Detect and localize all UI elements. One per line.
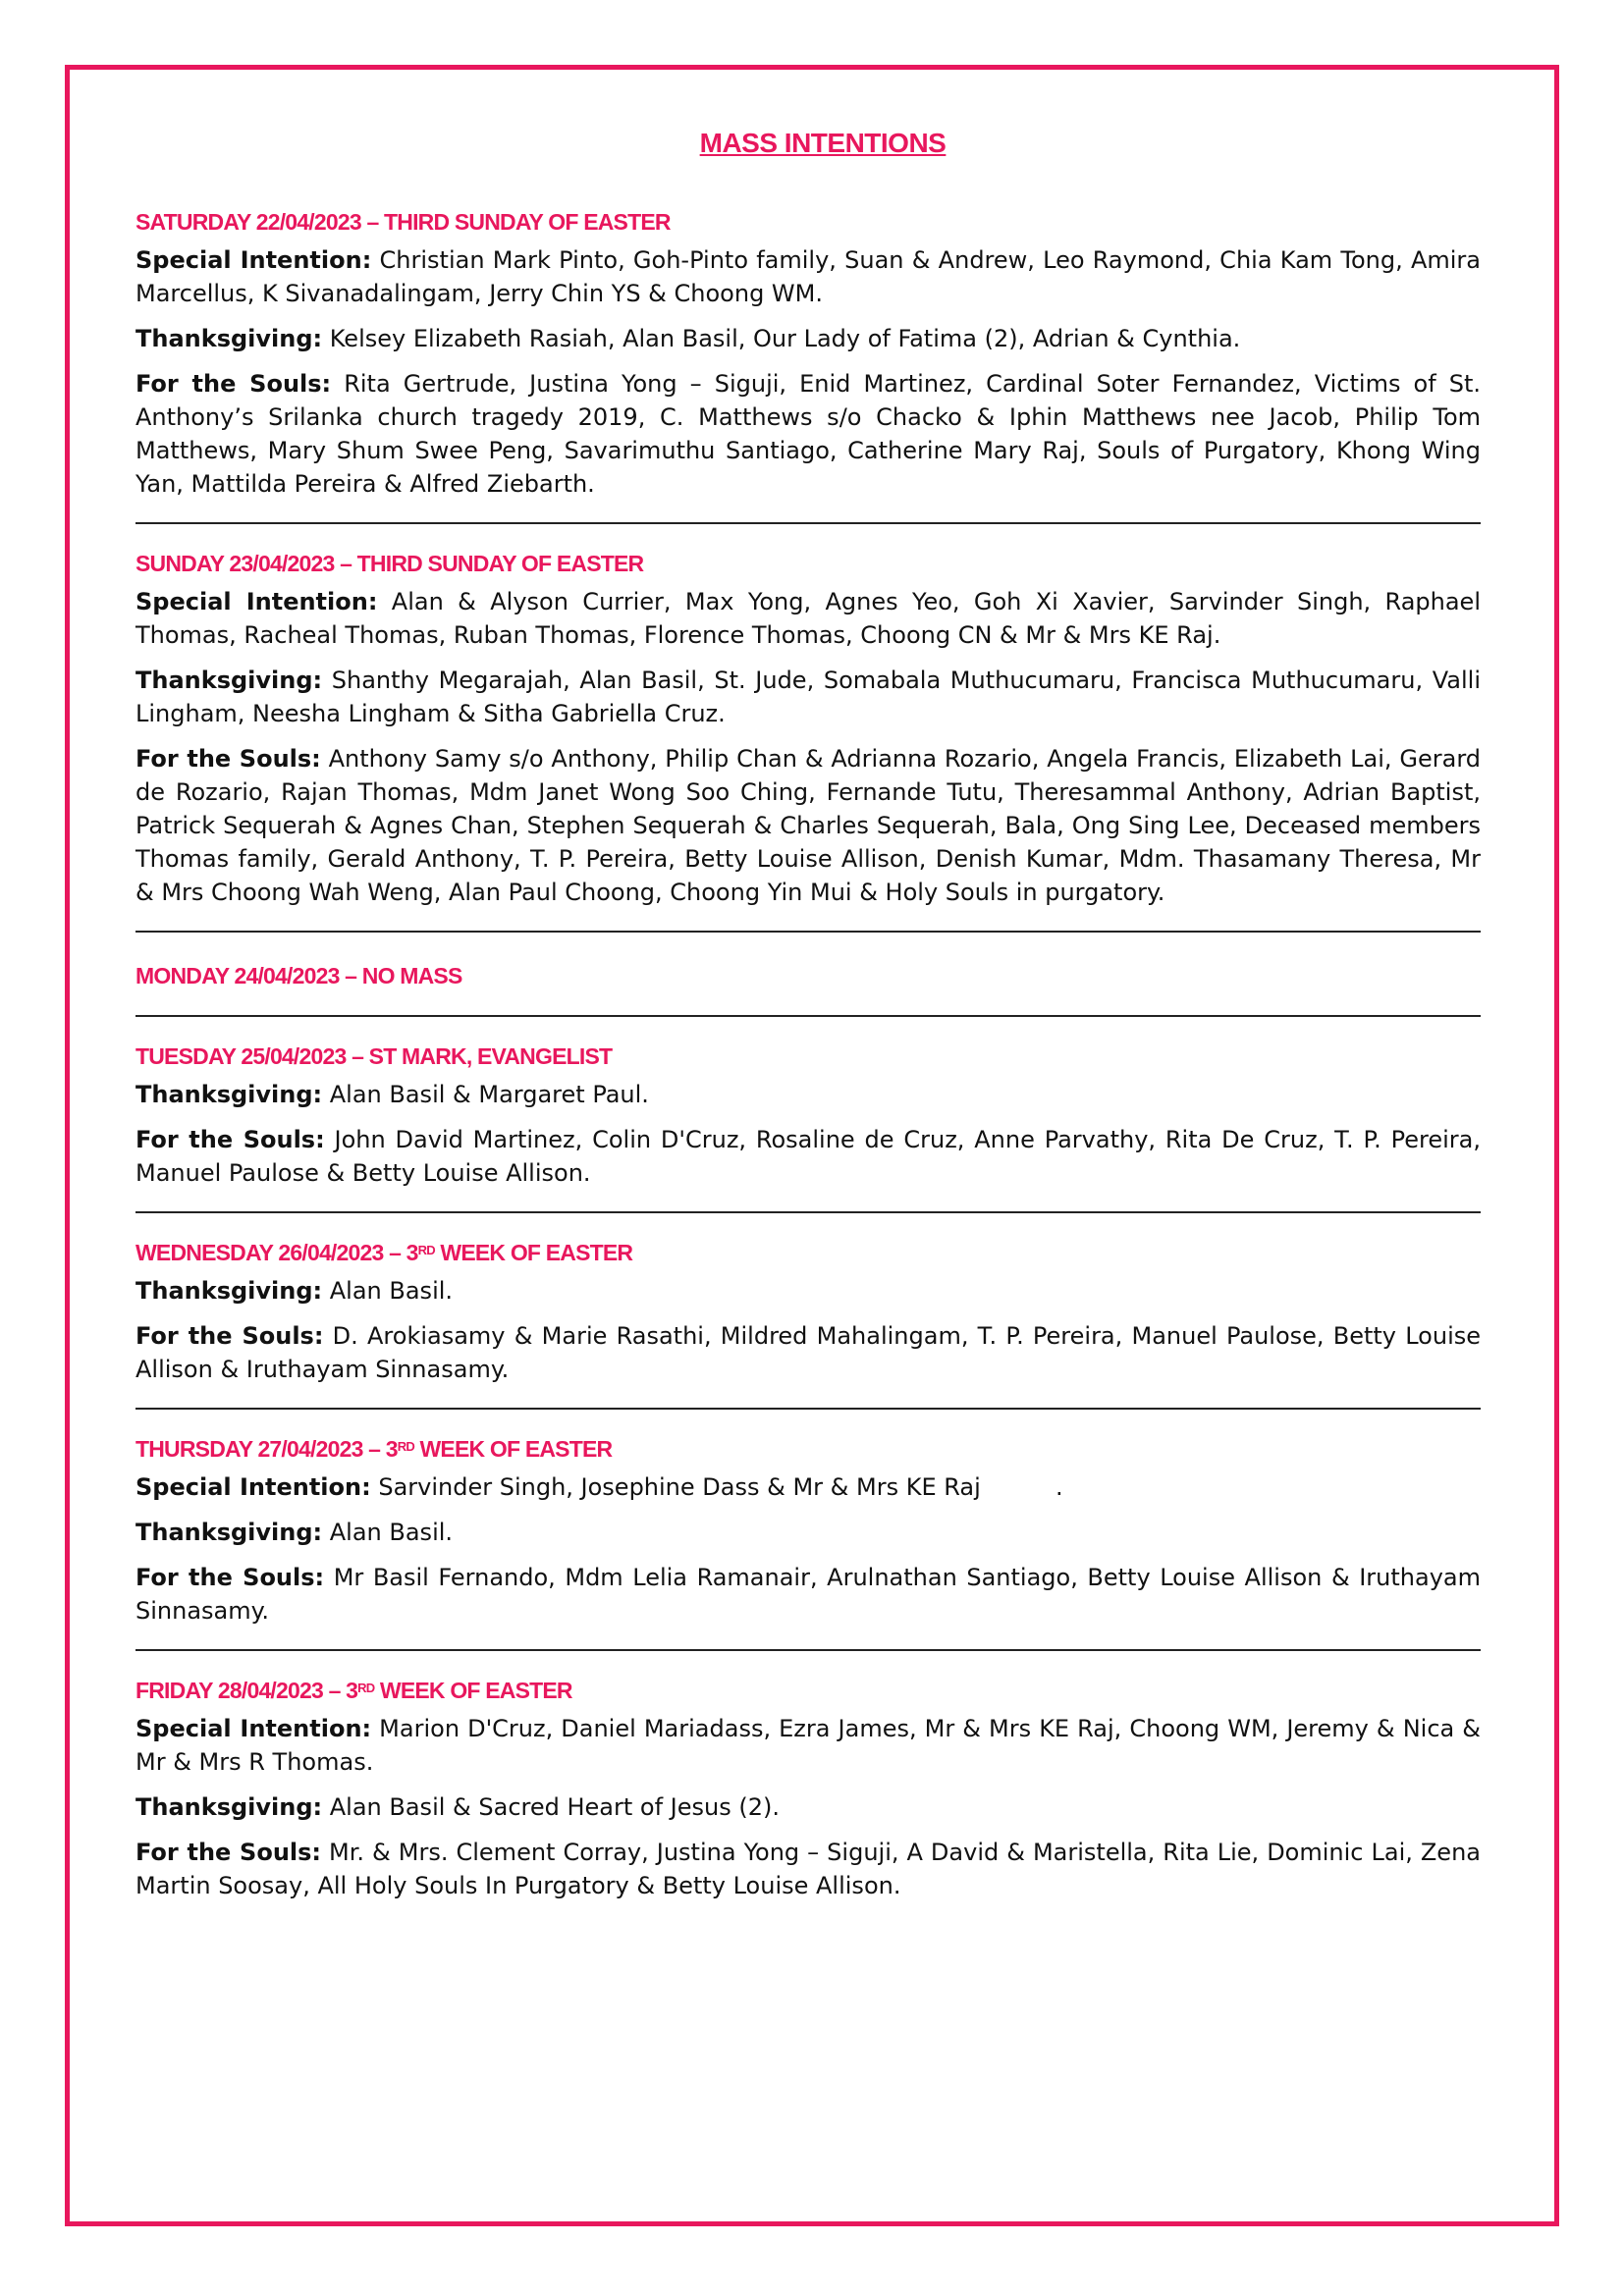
entry-label: For the Souls: <box>135 1564 325 1591</box>
entry-text: Kelsey Elizabeth Rasiah, Alan Basil, Our Lady of Fatima (2), Adrian & Cynthia. <box>322 325 1241 352</box>
entry-label: Special Intention: <box>135 246 372 274</box>
special-intention-entry <box>135 1712 1481 1779</box>
heading-text: WEDNESDAY 26/04/2023 – 3 <box>135 1240 418 1265</box>
entry-text: Alan Basil. <box>322 1277 454 1305</box>
day-section-wednesday <box>135 1239 1481 1410</box>
entry-text: Christian Mark Pinto, Goh-Pinto family, Suan & Andrew, Leo Raymond, Chia Kam Tong, Amira Marcellus, K Sivanadalingam, Jerry Chin YS & Choong WM. <box>135 246 1481 307</box>
for-the-souls-entry <box>135 1561 1481 1628</box>
day-heading: SATURDAY 22/04/2023 – THIRD SUNDAY OF EASTER <box>135 209 671 235</box>
heading-text: FRIDAY 28/04/2023 – 3 <box>135 1678 358 1703</box>
day-heading <box>135 1435 1481 1463</box>
entry-label: For the Souls: <box>135 1322 324 1350</box>
day-heading <box>135 1239 1481 1266</box>
entry-text: Mr. & Mrs. Clement Corray, Justina Yong – Siguji, A David & Maristella, Rita Lie, Dominic Lai, Zena Martin Soosay, All Holy Souls In Purgatory & Betty Louise Allison. <box>135 1839 1481 1899</box>
ordinal-suffix: RD <box>397 1439 414 1454</box>
special-intention-entry <box>135 1470 1481 1504</box>
special-intention-entry <box>135 585 1481 652</box>
entry-label: For the Souls: <box>135 745 321 773</box>
entry-label: Special Intention: <box>135 1715 372 1742</box>
entry-text: D. Arokiasamy & Marie Rasathi, Mildred Mahalingam, T. P. Pereira, Manuel Paulose, Betty Louise Allison & Iruthayam Sinnasamy. <box>135 1322 1482 1383</box>
entry-label: For the Souls: <box>135 370 332 398</box>
day-section-friday <box>135 1677 1481 1924</box>
entry-text: Shanthy Megarajah, Alan Basil, St. Jude, Somabala Muthucumaru, Francisca Muthucumaru, Valli Lingham, Neesha Lingham & Sitha Gabriella Cruz. <box>135 667 1481 727</box>
thanksgiving-entry <box>135 1790 1481 1824</box>
day-section-saturday <box>135 208 1481 524</box>
day-heading: MONDAY 24/04/2023 – NO MASS <box>135 963 462 988</box>
day-heading: TUESDAY 25/04/2023 – ST MARK, EVANGELIST <box>135 1043 613 1069</box>
entry-label: Thanksgiving: <box>135 1277 323 1305</box>
day-heading <box>135 1677 1481 1704</box>
thanksgiving-entry <box>135 1274 1481 1308</box>
for-the-souls-entry <box>135 742 1481 909</box>
for-the-souls-entry <box>135 1836 1481 1902</box>
thanksgiving-entry <box>135 1516 1481 1549</box>
entry-text: Rita Gertrude, Justina Yong – Siguji, Enid Martinez, Cardinal Soter Fernandez, Victims of St. Anthony’s Srilanka church tragedy 2019, C. Matthews s/o Chacko & Iphin Matthews nee Jacob, Philip Tom Matthews, Mary Shum Swee Peng, Savarimuthu Santiago, Catherine Mary Raj, Souls of Purgatory, Khong Wing Yan, Mattilda Pereira & Alfred Ziebarth. <box>135 370 1481 498</box>
special-intention-entry <box>135 243 1481 310</box>
entry-text: Anthony Samy s/o Anthony, Philip Chan & Adrianna Rozario, Angela Francis, Elizabeth Lai, Gerard de Rozario, Rajan Thomas, Mdm Janet Wong Soo Ching, Fernande Tutu, Theresammal Anthony, Adrian Baptist, Patrick Sequerah & Agnes Chan, Stephen Sequerah & Charles Sequerah, Bala, Ong Sing Lee, Deceased members Thomas family, Gerald Anthony, T. P. Pereira, Betty Louise Allison, Denish Kumar, Mdm. Thasamany Theresa, Mr & Mrs Choong Wah Weng, Alan Paul Choong, Choong Yin Mui & Holy Souls in purgatory. <box>135 745 1481 906</box>
page-title: MASS INTENTIONS <box>699 128 947 158</box>
entry-text: John David Martinez, Colin D'Cruz, Rosaline de Cruz, Anne Parvathy, Rita De Cruz, T. P. Pereira, Manuel Paulose & Betty Louise Allison. <box>135 1126 1482 1187</box>
day-section-thursday <box>135 1435 1481 1651</box>
entry-label: Special Intention: <box>135 1473 371 1501</box>
heading-text: WEEK OF EASTER <box>374 1678 572 1703</box>
entry-text: Alan Basil. <box>322 1519 454 1546</box>
day-section-sunday <box>135 550 1481 933</box>
thanksgiving-entry <box>135 322 1481 355</box>
entry-label: For the Souls: <box>135 1839 322 1866</box>
entry-text: Marion D'Cruz, Daniel Mariadass, Ezra James, Mr & Mrs KE Raj, Choong WM, Jeremy & Nica & Mr & Mrs R Thomas. <box>135 1715 1481 1776</box>
heading-text: THURSDAY 27/04/2023 – 3 <box>135 1436 398 1462</box>
ordinal-suffix: RD <box>357 1681 375 1695</box>
for-the-souls-entry <box>135 367 1481 501</box>
entry-label: Thanksgiving: <box>135 1793 323 1821</box>
thanksgiving-entry <box>135 664 1481 730</box>
entry-text: Mr Basil Fernando, Mdm Lelia Ramanair, Arulnathan Santiago, Betty Louise Allison & Iruthayam Sinnasamy. <box>135 1564 1481 1625</box>
entry-label: Thanksgiving: <box>135 1519 323 1546</box>
entry-text: Alan Basil & Margaret Paul. <box>322 1081 649 1108</box>
heading-text: WEEK OF EASTER <box>434 1240 633 1265</box>
mass-intentions-document <box>135 128 1481 1949</box>
heading-text: WEEK OF EASTER <box>413 1436 613 1462</box>
entry-text: Alan & Alyson Currier, Max Yong, Agnes Yeo, Goh Xi Xavier, Sarvinder Singh, Raphael Thomas, Racheal Thomas, Ruban Thomas, Florence Thomas, Choong CN & Mr & Mrs KE Raj. <box>135 588 1481 649</box>
entry-label: Special Intention: <box>135 588 378 615</box>
for-the-souls-entry <box>135 1319 1481 1386</box>
day-section-tuesday <box>135 1042 1481 1213</box>
thanksgiving-entry <box>135 1078 1481 1111</box>
for-the-souls-entry <box>135 1123 1481 1190</box>
entry-text: Alan Basil & Sacred Heart of Jesus (2). <box>322 1793 780 1821</box>
entry-label: Thanksgiving: <box>135 1081 323 1108</box>
day-section-monday <box>135 958 1481 1017</box>
entry-label: Thanksgiving: <box>135 325 323 352</box>
entry-label: Thanksgiving: <box>135 667 323 694</box>
day-heading: SUNDAY 23/04/2023 – THIRD SUNDAY OF EASTER <box>135 551 644 576</box>
entry-label: For the Souls: <box>135 1126 325 1153</box>
entry-text: Sarvinder Singh, Josephine Dass & Mr & Mrs KE Raj . <box>370 1473 1063 1501</box>
ordinal-suffix: RD <box>417 1243 435 1257</box>
